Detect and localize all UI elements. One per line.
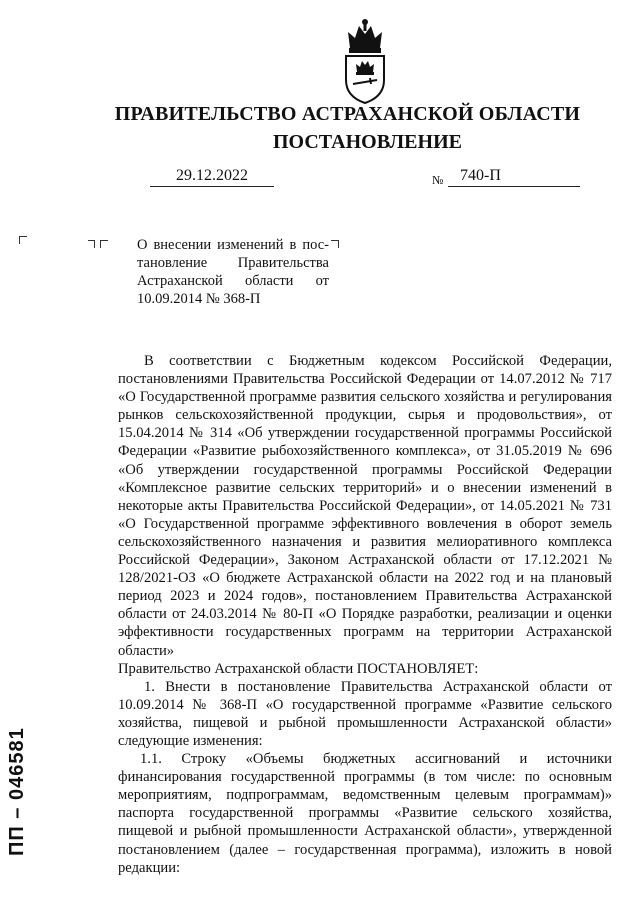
coat-of-arms-icon [340, 18, 390, 104]
item-1-1-paragraph: 1.1. Строку «Объемы бюджетных ассигнований и источники финансирования государственной программы (в том числе: по основным мероприятиям, подпрограммам, ведомственным целевым программам)» паспорта государственной программы «Развитие сельского хозяйства, пищевой и рыбной промышленности Астраханской области», утвержденной постановлением (далее – государственная программа), изложить в новой редакции: [118, 751, 612, 876]
number-sign: № [432, 173, 444, 187]
corner-mark [88, 240, 95, 248]
corner-mark [19, 236, 27, 244]
document-subject [137, 236, 329, 308]
resolution-line: Правительство Астраханской области ПОСТАНОВЛЯЕТ: [118, 660, 479, 677]
subject-line: О внесении изменений в пос- [137, 237, 329, 253]
subject-line: Астраханской области от [137, 273, 329, 289]
preamble-paragraph: В соответствии с Бюджетным кодексом Российской Федерации, постановлениями Правительства Российской Федерации от 14.07.2012 № 717 «О Государственной программе развития сельского хозяйства и регулирования рынков сельскохозяйственной продукции, сырья и продовольствия», от 15.04.2014 № 314 «Об утверждении государственной программы Российской Федерации «Развитие рыбохозяйственного комплекса», от 31.05.2019 № 696 «Об утверждении государственной программы Российской Федерации «Комплексное развитие сельских территорий» и о внесении изменений в некоторые акты Правительства Российской Федерации», от 14.05.2021 № 731 «О Государственной программе эффективного вовлечения в оборот земель сельскохозяйственного назначения и развития мелиоративного комплекса Российской Федерации», Законом Астраханской области от 17.12.2021 № 128/2021-ОЗ «О бюджете Астраханской области на 2022 год и на плановый период 2023 и 2024 годов», постановлением Правительства Астраханской области от 24.03.2014 № 80-П «О Порядке разработки, реализации и оценки эффективности государственных программ на территории Астраханской области» [118, 353, 612, 659]
document-body [118, 352, 612, 877]
item-1-paragraph: 1. Внести в постановление Правительства Астраханской области от 10.09.2014 № 368-П «О государственной программе «Развитие сельского хозяйства, пищевой и рыбной промышленности Астраханской области» следующие изменения: [118, 678, 612, 749]
date-underline [150, 186, 274, 187]
subject-line: 10.09.2014 № 368-П [137, 291, 261, 307]
number-underline [448, 186, 580, 187]
document-kind: ПОСТАНОВЛЕНИЕ [273, 131, 462, 153]
government-title: ПРАВИТЕЛЬСТВО АСТРАХАНСКОЙ ОБЛАСТИ [114, 103, 581, 125]
corner-mark [100, 240, 108, 248]
document-number: 740-П [460, 167, 501, 184]
corner-mark [331, 240, 339, 248]
document-date: 29.12.2022 [176, 167, 248, 184]
serial-stamp: ПП – 046581 [6, 727, 28, 856]
subject-line: тановление Правительства [137, 255, 329, 271]
